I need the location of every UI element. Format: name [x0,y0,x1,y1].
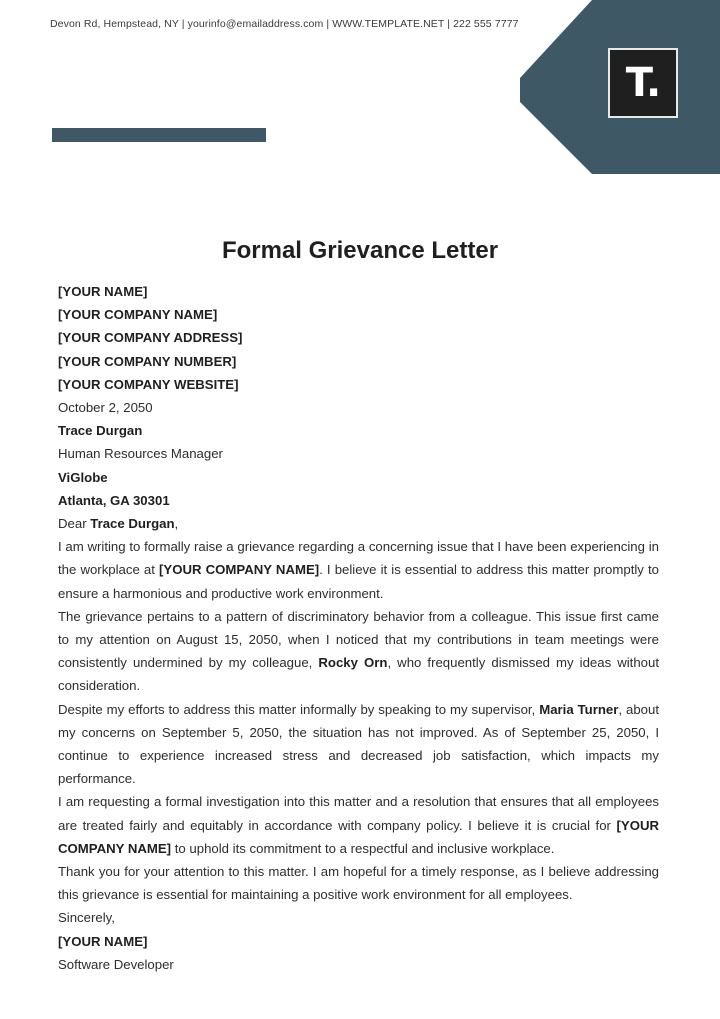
salutation-prefix: Dear [58,516,91,532]
signature-title: Software Developer [58,956,174,972]
salutation-suffix: , [174,516,179,532]
sender-company-name: [YOUR COMPANY NAME] [58,307,218,323]
paragraph-request-text-1: I am requesting a formal investigation into this matter and a resolution that ensures that all employees are treated fairly and equitably in accordance with company policy. I believe it is crucial for [58,794,659,833]
paragraph-grievance-text-1: The grievance pertains to a pattern of discriminatory behavior from a colleague. This issue first came to my attention on August 15, 2050, when I noticed that my contributions in team meetings were consistently undermined by my colleague, [58,608,659,671]
recipient-location: Atlanta, GA 30301 [58,492,170,508]
signature-name: [YOUR NAME] [58,933,148,949]
paragraph-thanks: Thank you for your attention to this matter. I am hopeful for a timely response, as I believe addressing this grievance is essential for maintaining a positive work environment for all employees. [58,864,659,903]
colleague-name: Rocky Orn [318,655,388,671]
paragraph-intro [58,535,659,605]
salutation [58,512,659,535]
sender-name: [YOUR NAME] [58,284,148,299]
recipient-title: Human Resources Manager [58,446,223,462]
contact-info: Devon Rd, Hempstead, NY | yourinfo@emailaddress.com | WWW.TEMPLATE.NET | 222 555 7777 [50,18,519,30]
page-title: Formal Grievance Letter [221,237,499,264]
supervisor-name: Maria Turner [539,701,619,717]
sender-company-website: [YOUR COMPANY WEBSITE] [58,376,239,392]
letter-date: October 2, 2050 [58,400,153,416]
paragraph-efforts-text-1: Despite my efforts to address this matter informally by speaking to my supervisor, [58,701,540,717]
paragraph-efforts-text-2: , about my concerns on September 5, 2050, the situation has not improved. As of September 25, 2050, I continue to experience increased stress and decreased job satisfaction, which impacts my performance. [58,701,659,787]
company-name-placeholder: [YOUR COMPANY NAME] [58,817,659,856]
paragraph-intro-text-2: . I believe it is essential to address this matter promptly to ensure a harmonious and productive work environment. [58,562,659,601]
recipient-name: Trace Durgan [58,423,143,439]
paragraph-grievance-text-2: , who frequently dismissed my ideas without consideration. [58,655,659,694]
letter-body [58,280,659,976]
paragraph-efforts [58,698,659,791]
paragraph-request [58,790,659,860]
salutation-name: Trace Durgan [90,516,175,532]
company-name-placeholder: [YOUR COMPANY NAME] [159,562,320,578]
closing: Sincerely, [58,910,115,926]
paragraph-request-text-2: to uphold its commitment to a respectful and inclusive workplace. [171,840,555,856]
accent-bar [52,128,266,142]
sender-company-address: [YOUR COMPANY ADDRESS] [58,330,243,346]
paragraph-intro-text-1: I am writing to formally raise a grievance regarding a concerning issue that I have been experiencing in the workplace at [58,539,659,578]
template-logo [608,48,678,118]
paragraph-grievance [58,605,659,698]
recipient-company: ViGlobe [58,469,108,485]
logo-text: T. [625,60,661,106]
sender-company-number: [YOUR COMPANY NUMBER] [58,353,237,369]
